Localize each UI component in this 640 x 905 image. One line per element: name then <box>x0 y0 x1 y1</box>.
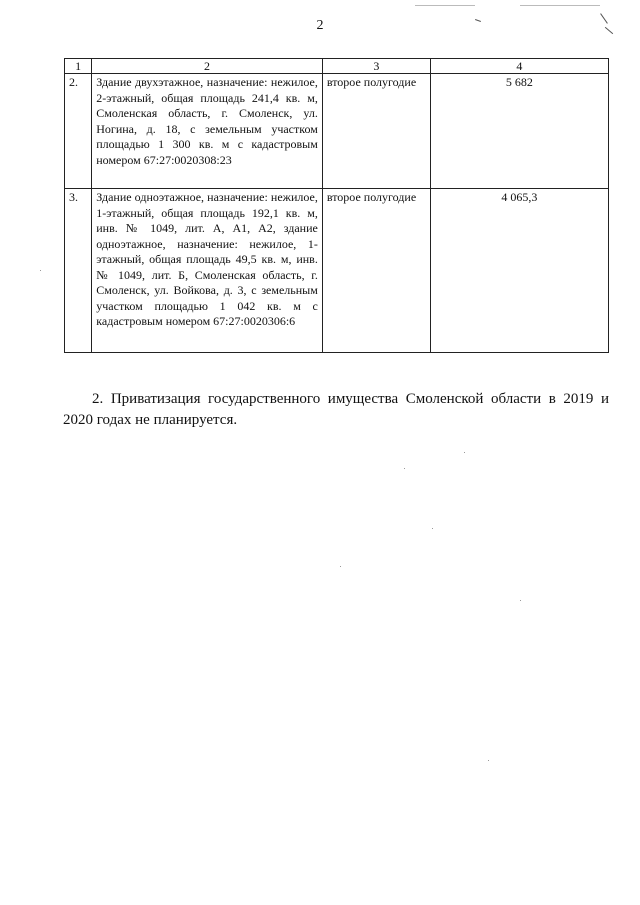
table-header-row <box>65 59 609 74</box>
scan-artifact <box>520 5 600 6</box>
scan-speck <box>488 760 489 761</box>
privatization-note: 2. Приватизация государственного имущества Смоленской области в 2019 и 2020 годах не планируется. <box>63 391 609 428</box>
table-header-cell: 1 <box>65 59 92 74</box>
privatization-period: второе полугодие <box>322 74 430 189</box>
scan-speck <box>340 566 341 567</box>
scan-speck <box>464 452 465 453</box>
table-header-cell: 3 <box>322 59 430 74</box>
scan-artifact <box>415 5 475 6</box>
page-number: 2 <box>316 18 324 33</box>
table-row <box>65 74 609 189</box>
scan-speck <box>404 468 405 469</box>
table-header-cell: 2 <box>92 59 323 74</box>
scan-speck <box>432 528 433 529</box>
property-description: Здание двухэтажное, назначение: нежилое, 2-этажный, общая площадь 241,4 кв. м, Смоленская область, г. Смоленск, ул. Ногина, д. 18, с земельным участком площадью 1 300 кв. м с кадастровым номером 67:27:0020308:23 <box>92 74 323 189</box>
table-row <box>65 189 609 353</box>
scan-speck <box>520 600 521 601</box>
property-description: Здание одноэтажное, назначение: нежилое, 1-этажный, общая площадь 192,1 кв. м, инв. № 1049, лит. А, А1, А2, здание одноэтажное, назначение: нежилое, 1-этажный, общая площадь 49,5 кв. м, инв. № 1049, лит. Б, Смоленская область, г. Смоленск, ул. Войкова, д. 3, с земельным участком площадью 1 042 кв. м с кадастровым номером 67:27:0020306:6 <box>92 189 323 353</box>
scan-speck <box>40 270 41 271</box>
row-number: 3. <box>65 189 92 353</box>
row-number: 2. <box>65 74 92 189</box>
property-value: 5 682 <box>430 74 608 189</box>
table-header-cell: 4 <box>430 59 608 74</box>
privatization-period: второе полугодие <box>322 189 430 353</box>
property-table <box>64 58 609 353</box>
property-value: 4 065,3 <box>430 189 608 353</box>
